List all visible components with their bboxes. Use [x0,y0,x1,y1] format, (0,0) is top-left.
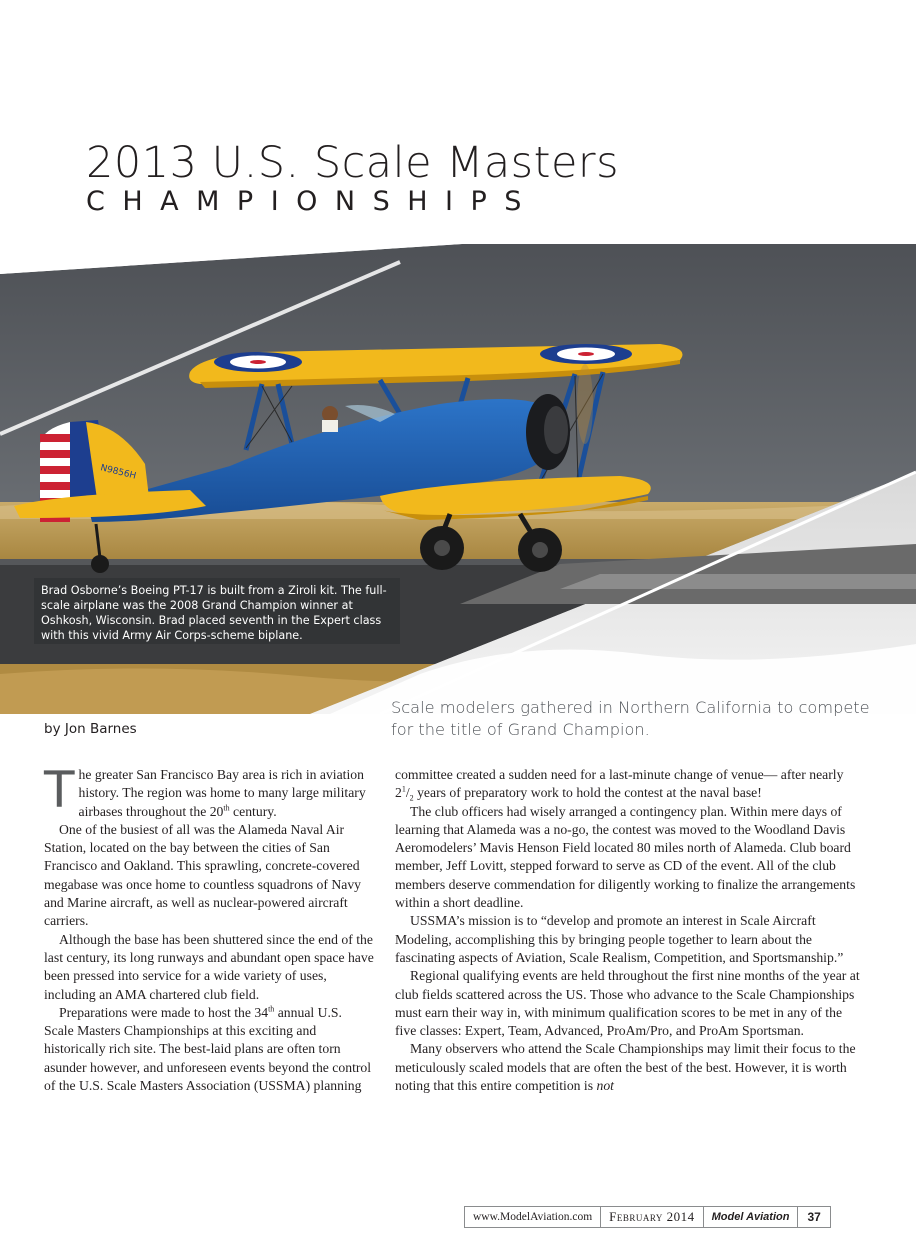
tail-number: N9856H [99,463,138,482]
paragraph: Many observers who attend the Scale Championships may limit their focus to the meticulously scaled models that are often the best of the best. However, it is worth noting that this entire competition is not [395,1041,856,1094]
page-number: 37 [797,1207,829,1227]
byline: by Jon Barnes [44,721,137,737]
footer-issue-date: February 2014 [600,1207,703,1227]
footer-website[interactable]: www.ModelAviation.com [473,1211,593,1223]
paragraph: The club officers had wisely arranged a contingency plan. Within mere days of learning that Alameda was a no-go, the contest was moved to the Woodland Davis Aeromodelers’ Mavis Henson Field located 80 miles north of Alameda. Club board member, Jeff Lovitt, stepped forward to serve as CD of the event. All of the club members deserve commendation for diligently working to finalize the arrangements within a short deadline. [395,803,856,911]
article-title: 2013 U.S. Scale Masters [86,138,619,188]
article-column-2 [395,766,863,1095]
paragraph: Regional qualifying events are held throughout the first nine months of the year at club fields scattered across the US. Those who advance to the Scale Championships must earn their way in, with minimum qualification scores to be met in any of the five classes: Expert, Team, Advanced, ProAm/Pro, and ProAm Sportsman. [395,968,860,1039]
drop-cap: T [44,761,75,819]
paragraph: One of the busiest of all was the Alameda Naval Air Station, located on the bay between the cities of San Francisco and Oakland. This sprawling, concrete-covered megabase was once home to countless squadrons of Navy and Marine aircraft, as well as nuclear-powered aircraft carriers. [44,821,362,929]
deck-subhead: Scale modelers gathered in Northern California to compete for the title of Grand Champion. [391,698,870,739]
paragraph: Although the base has been shuttered since the end of the last century, its long runways and abundant open space have been pressed into service for a wide variety of uses, including an AMA chartered club field. [44,931,374,1002]
article-column-1 [44,761,374,1095]
paragraph: The greater San Francisco Bay area is rich in aviation history. The region was home to many large military airbases throughout the 20th century. [44,761,366,819]
paragraph: Preparations were made to host the 34th annual U.S. Scale Masters Championships at this exciting and historically rich site. The best-laid plans are often torn asunder however, and unforeseen events beyond the control of the U.S. Scale Masters Association (USSMA) planning [44,1004,372,1094]
hero-photo [0,244,916,714]
photo-caption: Brad Osborne’s Boeing PT-17 is built from a Ziroli kit. The full-scale airplane was the 2008 Grand Champion winner at Oshkosh, Wisconsin. Brad placed seventh in the Expert class with this vivid Army Air Corps-scheme biplane. [41,584,387,642]
article-subtitle: CHAMPIONSHIPS [86,186,539,217]
page-footer [464,1206,831,1228]
footer-magazine-name: Model Aviation [703,1207,798,1227]
paragraph: committee created a sudden need for a last-minute change of venue— after nearly $2^1/_2$ years of preparatory work to hold the contest at the naval base! [395,767,844,804]
paragraph: USSMA’s mission is to “develop and promote an interest in Scale Aircraft Modeling, accomplishing this by bringing people together to learn about the fascinating aspects of Aviation, Scale Realism, Competition, and Sportsmanship.” [395,913,844,965]
